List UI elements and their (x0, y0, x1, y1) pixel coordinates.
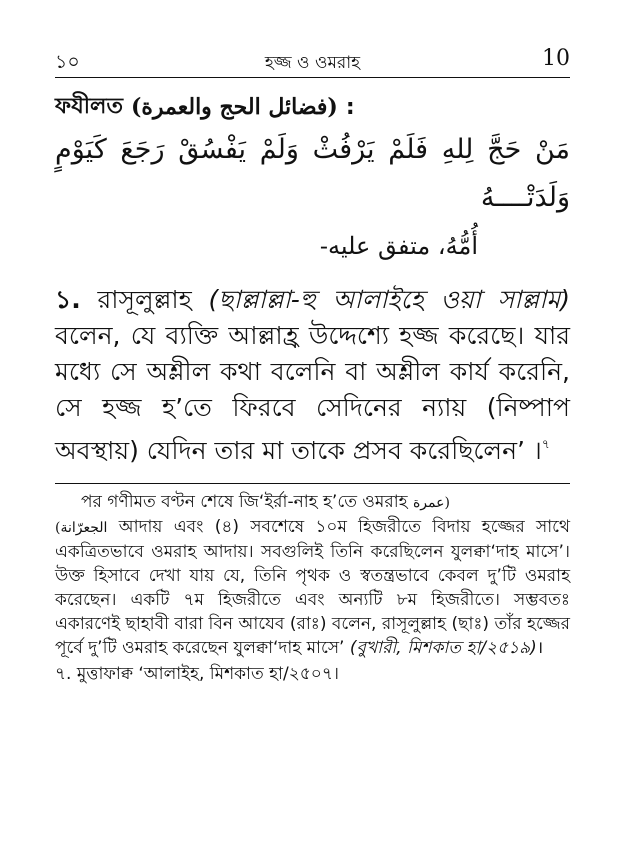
translation-text: বলেন, যে ব্যক্তি আল্লাহ্র উদ্দেশ্যে হজ্জ করেছে। যার মধ্যে সে অশ্লীল কথা বলেনি বা অশ্লীল কার্য করেনি, সে হজ্জ হ’তে ফিরবে সেদিনের ন্যায় (নিষ্পাপ অবস্থায়) যেদিন তার মা তাকে প্রসব করেছিলেন’ । (55, 321, 570, 465)
section-title-arabic: (فضائل الحج والعمرة) (130, 94, 338, 120)
footnote-arabic-2: الجعرّانة) (55, 520, 108, 536)
running-title: হজ্জ ও ওমরাহ (264, 53, 361, 73)
footnote-text-a: পর গণীমত বণ্টন শেষে জি‘ইর্রা-নাহ হ’তে ওমরাহ (81, 492, 408, 512)
translation-text-start: রাসূলুল্লাহ (97, 285, 192, 314)
page-number: 10 (542, 46, 570, 71)
section-heading (55, 88, 570, 126)
footnote-continued (55, 490, 570, 515)
footnote-rule (55, 483, 570, 484)
footnote-citation: (বুখারী, মিশকাত হা/২৫১৯) (349, 638, 537, 658)
footnote-text-b: আদায় এবং (৪) সবশেষে ১০ম হিজরীতে বিদায় হজ্জের সাথে একত্রিতভাবে ওমরাহ আদায়। সবগুলিই তিনি করেছিলেন যুলক্বা‘দাহ মাসে’। উক্ত হিসাবে দেখা যায় যে, তিনি পৃথক ও স্বতন্ত্রভাবে কেবল দু’টি ওমরাহ করেছেন। একটি ৭ম হিজরীতে এবং অন্যটি ৮ম হিজরীতে। সম্ভবতঃ একারণেই ছাহাবী বারা বিন আযেব (রাঃ) বলেন, রাসূলুল্লাহ (ছাঃ) তাঁর হজ্জের পূর্বে দু’টি ওমরাহ করেছেন যুলক্বা‘দাহ মাসে’ (55, 517, 571, 658)
header-rule (55, 77, 570, 78)
footnote-7: ৭. মুত্তাফাক্ব ‘আলাইহ, মিশকাত হা/২৫০৭। (55, 664, 339, 684)
hadith-translation (55, 282, 570, 469)
footnotes (55, 490, 570, 686)
page-number-bengali: ১০ (55, 51, 80, 73)
footnote-arabic-1: (عمرة (412, 495, 450, 511)
footnote-continued-body (55, 515, 570, 660)
salawat-text: (ছাল্লাল্লা-হু আলাইহে ওয়া সাল্লাম) (208, 285, 571, 314)
footnote-end: । (536, 638, 544, 658)
page (55, 48, 570, 686)
hadith-arabic-line-2: أُمُّهُ، متفق عليه- (319, 232, 478, 260)
hadith-arabic (55, 126, 570, 270)
running-header (55, 48, 570, 76)
section-title: ফযীলত (55, 93, 123, 119)
heading-colon: : (345, 94, 355, 120)
footnote-reference: ৭ (541, 437, 550, 451)
hadith-arabic-line-1: مَنْ حَجَّ لِلهِ فَلَمْ يَرْفُثْ وَلَمْ يَفْسُقْ رَجَعَ كَيَوْمٍ وَلَدَتْــــهُ (55, 134, 570, 213)
hadith-number: ১. (55, 285, 81, 314)
